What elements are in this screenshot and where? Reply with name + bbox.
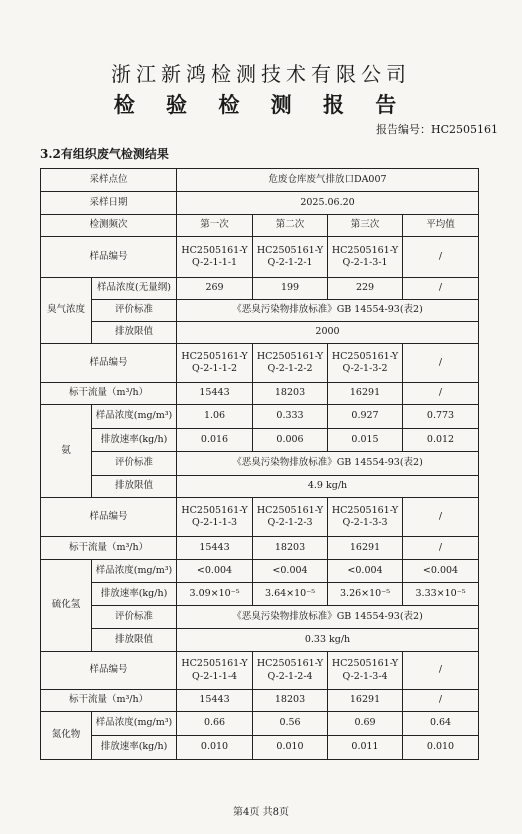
ammonia-std-row [41,452,479,476]
value-cell: / [403,537,479,560]
value-cell: <0.004 [253,560,328,583]
limit-label: 排放限值 [92,476,177,498]
value-cell: 0.56 [253,712,328,736]
std-label: 评价标准 [92,300,177,322]
sample-no-cell: HC2505161-YQ-2-1-1-2 [177,344,253,383]
rate-label: 排放速率(kg/h) [92,429,177,452]
value-cell: 15443 [177,383,253,405]
sample-no-cell: HC2505161-YQ-2-1-3-2 [328,344,403,383]
odor-limit-row [41,322,479,344]
h2s-conc-row [41,560,479,583]
value-cell: 15443 [177,537,253,560]
std-label: 评价标准 [92,452,177,476]
sample-no-cell: HC2505161-YQ-2-1-1-1 [177,237,253,278]
sample-no-cell: HC2505161-YQ-2-1-1-4 [177,652,253,690]
flow-label: 标干流量（m³/h） [41,383,177,405]
nitride-flow-row [41,690,479,712]
site-label: 采样点位 [41,169,177,192]
sample-no-cell: HC2505161-YQ-2-1-2-2 [253,344,328,383]
page-footer: 第4页 共8页 [233,807,289,818]
value-cell: 0.927 [328,405,403,429]
slash-cell: / [403,344,479,383]
limit-value: 0.33 kg/h [177,629,479,652]
value-cell: 0.016 [177,429,253,452]
value-cell: 3.64×10⁻⁵ [253,583,328,606]
site-value: 危废仓库废气排放口DA007 [177,169,479,192]
value-cell: 0.333 [253,405,328,429]
value-cell: / [403,278,479,300]
h2s-flow-row [41,537,479,560]
conc-label: 样品浓度(mg/m³) [92,560,177,583]
conc-label: 样品浓度(无量纲) [92,278,177,300]
value-cell: 16291 [328,690,403,712]
nitride-sample-row [41,652,479,690]
conc-label: 样品浓度(mg/m³) [92,405,177,429]
sample-no-cell: HC2505161-YQ-2-1-2-4 [253,652,328,690]
value-cell: 15443 [177,690,253,712]
std-label: 评价标准 [92,606,177,629]
date-value: 2025.06.20 [177,192,479,215]
ammonia-limit-row [41,476,479,498]
flow-label: 标干流量（m³/h） [41,537,177,560]
value-cell: 3.26×10⁻⁵ [328,583,403,606]
sample-no-cell: HC2505161-YQ-2-1-3-1 [328,237,403,278]
slash-cell: / [403,498,479,537]
limit-value: 4.9 kg/h [177,476,479,498]
results-table [40,168,479,760]
value-cell: 0.010 [177,736,253,760]
value-cell: 16291 [328,537,403,560]
value-cell: 0.006 [253,429,328,452]
h2s-std-row [41,606,479,629]
rate-label: 排放速率(kg/h) [92,736,177,760]
sample-no-label: 样品编号 [41,652,177,690]
freq-label: 检测频次 [41,215,177,237]
value-cell: 18203 [253,537,328,560]
std-value: 《恶臭污染物排放标准》GB 14554-93(表2) [177,606,479,629]
freq-col-1: 第一次 [177,215,253,237]
row-date [41,192,479,215]
value-cell: 0.773 [403,405,479,429]
ammonia-conc-row [41,405,479,429]
odor-param-label: 臭气浓度 [41,278,92,344]
value-cell: 0.010 [403,736,479,760]
sample-no-cell: HC2505161-YQ-2-1-3-4 [328,652,403,690]
value-cell: 0.64 [403,712,479,736]
h2s-rate-row [41,583,479,606]
odor-sample-row [41,237,479,278]
value-cell: 229 [328,278,403,300]
nitride-param-label: 氮化物 [41,712,92,760]
std-value: 《恶臭污染物排放标准》GB 14554-93(表2) [177,452,479,476]
sample-no-label: 样品编号 [41,344,177,383]
std-value: 《恶臭污染物排放标准》GB 14554-93(表2) [177,300,479,322]
value-cell: / [403,690,479,712]
ammonia-sample-row [41,344,479,383]
sample-no-cell: HC2505161-YQ-2-1-2-1 [253,237,328,278]
ammonia-flow-row [41,383,479,405]
limit-label: 排放限值 [92,629,177,652]
sample-no-cell: HC2505161-YQ-2-1-2-3 [253,498,328,537]
slash-cell: / [403,652,479,690]
ammonia-param-label: 氨 [41,405,92,498]
report-title: 检 验 检 测 报 告 [113,92,409,117]
value-cell: 16291 [328,383,403,405]
nitride-rate-row [41,736,479,760]
value-cell: 3.09×10⁻⁵ [177,583,253,606]
row-frequency [41,215,479,237]
h2s-sample-row [41,498,479,537]
value-cell: 0.66 [177,712,253,736]
date-label: 采样日期 [41,192,177,215]
freq-col-3: 第三次 [328,215,403,237]
sample-no-cell: HC2505161-YQ-2-1-3-3 [328,498,403,537]
value-cell: 199 [253,278,328,300]
value-cell: 0.012 [403,429,479,452]
value-cell: <0.004 [177,560,253,583]
report-number: 报告编号：HC2505161 [376,123,498,136]
value-cell: <0.004 [403,560,479,583]
value-cell: / [403,383,479,405]
value-cell: 18203 [253,690,328,712]
nitride-conc-row [41,712,479,736]
rate-label: 排放速率(kg/h) [92,583,177,606]
h2s-param-label: 硫化氢 [41,560,92,652]
freq-col-2: 第二次 [253,215,328,237]
value-cell: 1.06 [177,405,253,429]
slash-cell: / [403,237,479,278]
value-cell: 269 [177,278,253,300]
conc-label: 样品浓度(mg/m³) [92,712,177,736]
freq-col-avg: 平均值 [403,215,479,237]
odor-std-row [41,300,479,322]
value-cell: 18203 [253,383,328,405]
sample-no-label: 样品编号 [41,498,177,537]
value-cell: <0.004 [328,560,403,583]
limit-label: 排放限值 [92,322,177,344]
value-cell: 3.33×10⁻⁵ [403,583,479,606]
value-cell: 0.69 [328,712,403,736]
value-cell: 0.011 [328,736,403,760]
company-name: 浙江新鸿检测技术有限公司 [111,62,411,86]
limit-value: 2000 [177,322,479,344]
value-cell: 0.010 [253,736,328,760]
row-site [41,169,479,192]
section-title: 3.2有组织废气检测结果 [40,147,169,161]
ammonia-rate-row [41,429,479,452]
value-cell: 0.015 [328,429,403,452]
odor-conc-row [41,278,479,300]
h2s-limit-row [41,629,479,652]
sample-no-label: 样品编号 [41,237,177,278]
flow-label: 标干流量（m³/h） [41,690,177,712]
sample-no-cell: HC2505161-YQ-2-1-1-3 [177,498,253,537]
